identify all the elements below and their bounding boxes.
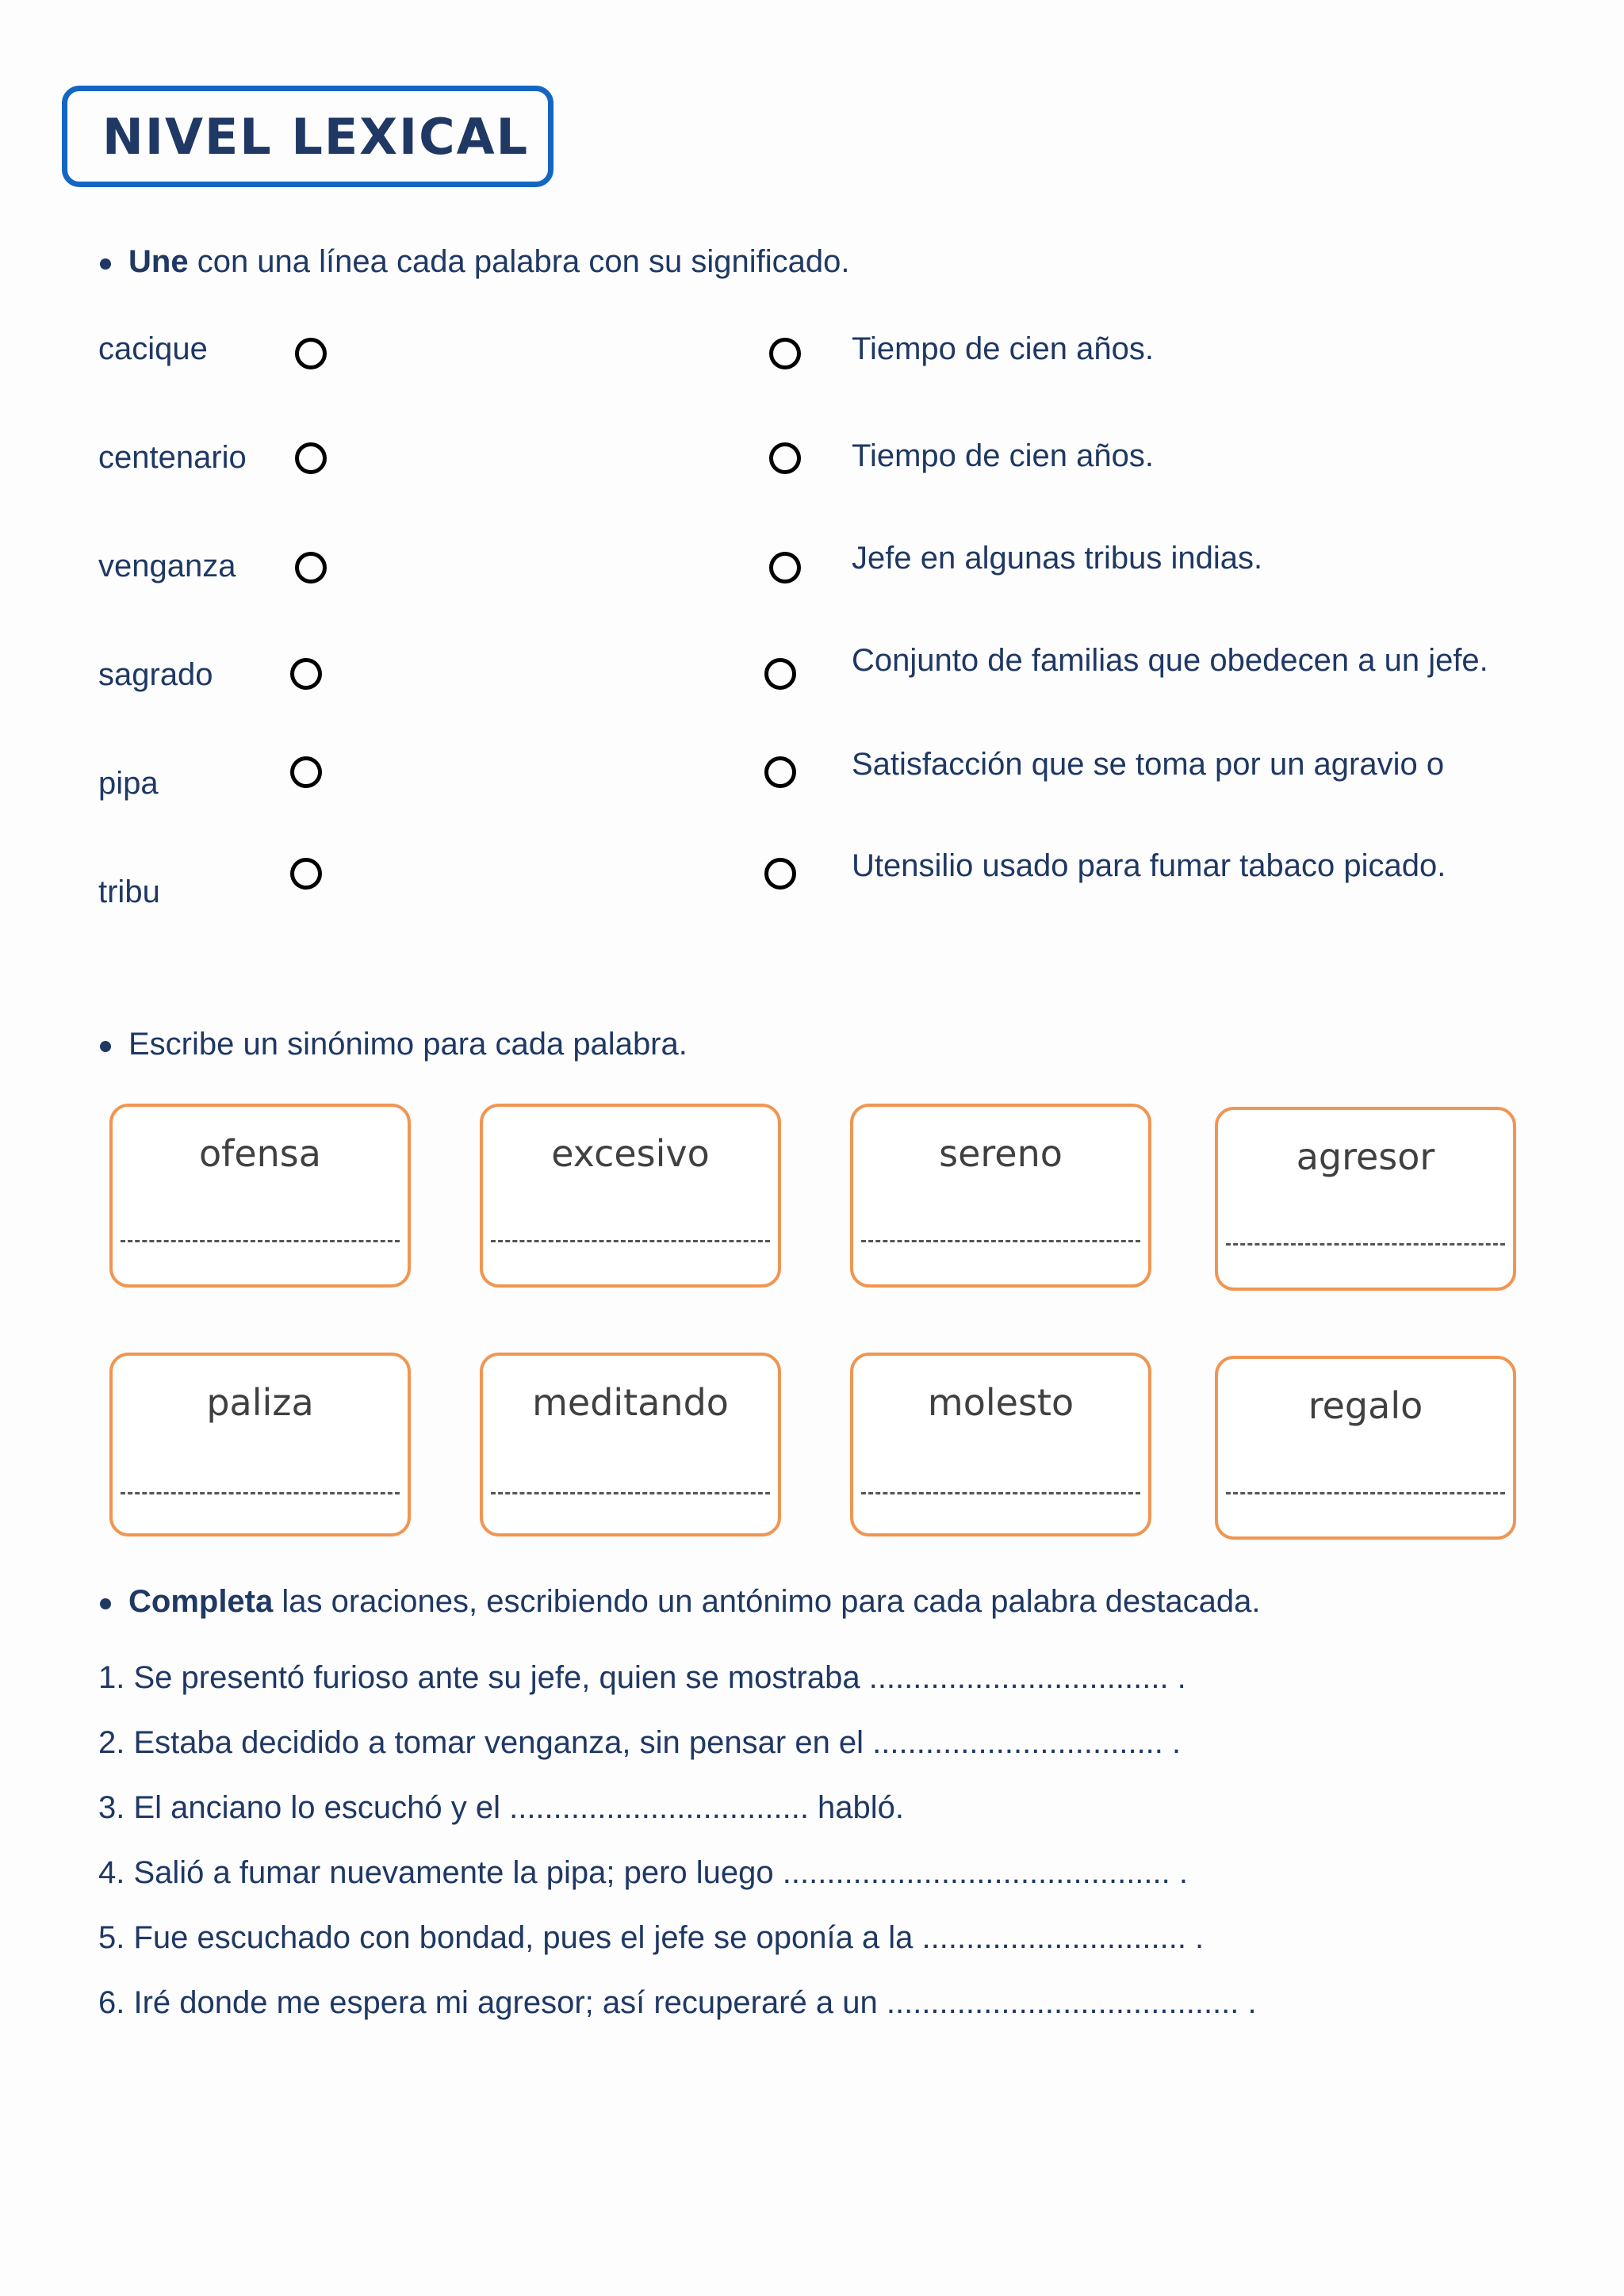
synonym-word: agresor [1296, 1135, 1435, 1178]
match-meaning: Tiempo de cien años. [852, 331, 1154, 366]
left-circle-icon[interactable] [290, 858, 322, 890]
instruction-1-bold: Une [128, 244, 189, 279]
match-meaning: Jefe en algunas tribus indias. [852, 541, 1263, 576]
synonym-card [850, 1353, 1151, 1536]
sentence: 5. Fue escuchado con bondad, pues el jefe se oponía a la .............................. . [98, 1920, 1205, 1955]
instruction-3 [128, 1584, 1261, 1620]
answer-line[interactable] [1226, 1243, 1505, 1246]
match-meaning: Conjunto de familias que obedecen a un jefe. [852, 643, 1488, 678]
right-circle-icon[interactable] [769, 552, 801, 584]
sentence: 2. Estaba decidido a tomar venganza, sin pensar en el ................................. . [98, 1725, 1182, 1760]
synonym-word: ofensa [199, 1132, 321, 1175]
left-circle-icon[interactable] [290, 658, 322, 690]
synonym-card [480, 1353, 781, 1536]
right-circle-icon[interactable] [764, 858, 796, 890]
match-meaning: Utensilio usado para fumar tabaco picado. [852, 848, 1446, 883]
match-word: sagrado [98, 657, 213, 692]
page-title: NIVEL LEXICAL [102, 107, 530, 166]
answer-line[interactable] [861, 1492, 1140, 1494]
answer-line[interactable] [861, 1240, 1140, 1242]
right-circle-icon[interactable] [764, 756, 796, 788]
bullet-icon [100, 258, 111, 270]
match-word: cacique [98, 331, 208, 366]
synonym-card [109, 1353, 411, 1536]
match-word: pipa [98, 766, 159, 801]
instruction-2: Escribe un sinónimo para cada palabra. [128, 1027, 688, 1062]
answer-line[interactable] [1226, 1492, 1505, 1494]
left-circle-icon[interactable] [295, 552, 327, 584]
match-word: tribu [98, 874, 160, 909]
answer-line[interactable] [121, 1492, 400, 1494]
left-circle-icon[interactable] [295, 442, 327, 474]
sentence: 6. Iré donde me espera mi agresor; así recuperaré a un ........................................ . [98, 1985, 1257, 2020]
synonym-card [850, 1104, 1151, 1288]
synonym-word: molesto [927, 1381, 1074, 1424]
match-meaning: Tiempo de cien años. [852, 438, 1154, 473]
answer-line[interactable] [491, 1492, 770, 1494]
right-circle-icon[interactable] [769, 338, 801, 369]
title-box [62, 86, 553, 187]
synonym-word: paliza [206, 1381, 314, 1424]
instruction-1 [128, 244, 849, 280]
right-circle-icon[interactable] [769, 442, 801, 474]
left-circle-icon[interactable] [290, 756, 322, 788]
synonym-word: regalo [1308, 1384, 1423, 1427]
synonym-card [480, 1104, 781, 1288]
bullet-icon [100, 1598, 111, 1609]
right-circle-icon[interactable] [764, 658, 796, 690]
sentence: 3. El anciano lo escuchó y el .................................. habló. [98, 1790, 905, 1825]
answer-line[interactable] [121, 1240, 400, 1242]
match-meaning: Satisfacción que se toma por un agravio o [852, 747, 1445, 782]
instruction-3-bold: Completa [128, 1584, 274, 1619]
match-word: venganza [98, 549, 236, 584]
synonym-card [1215, 1356, 1516, 1540]
sentence: 1. Se presentó furioso ante su jefe, quien se mostraba .................................. . [98, 1660, 1186, 1695]
sentence: 4. Salió a fumar nuevamente la pipa; pero luego ............................................ . [98, 1855, 1188, 1890]
synonym-card [1215, 1107, 1516, 1291]
bullet-icon [100, 1041, 111, 1052]
synonym-word: meditando [532, 1381, 729, 1424]
synonym-word: sereno [939, 1132, 1063, 1175]
match-word: centenario [98, 440, 247, 475]
synonym-card [109, 1104, 411, 1288]
instruction-1-text: con una línea cada palabra con su significado. [188, 244, 850, 279]
left-circle-icon[interactable] [295, 338, 327, 369]
answer-line[interactable] [491, 1240, 770, 1242]
synonym-word: excesivo [551, 1132, 710, 1175]
instruction-3-text: las oraciones, escribiendo un antónimo para cada palabra destacada. [273, 1584, 1261, 1619]
